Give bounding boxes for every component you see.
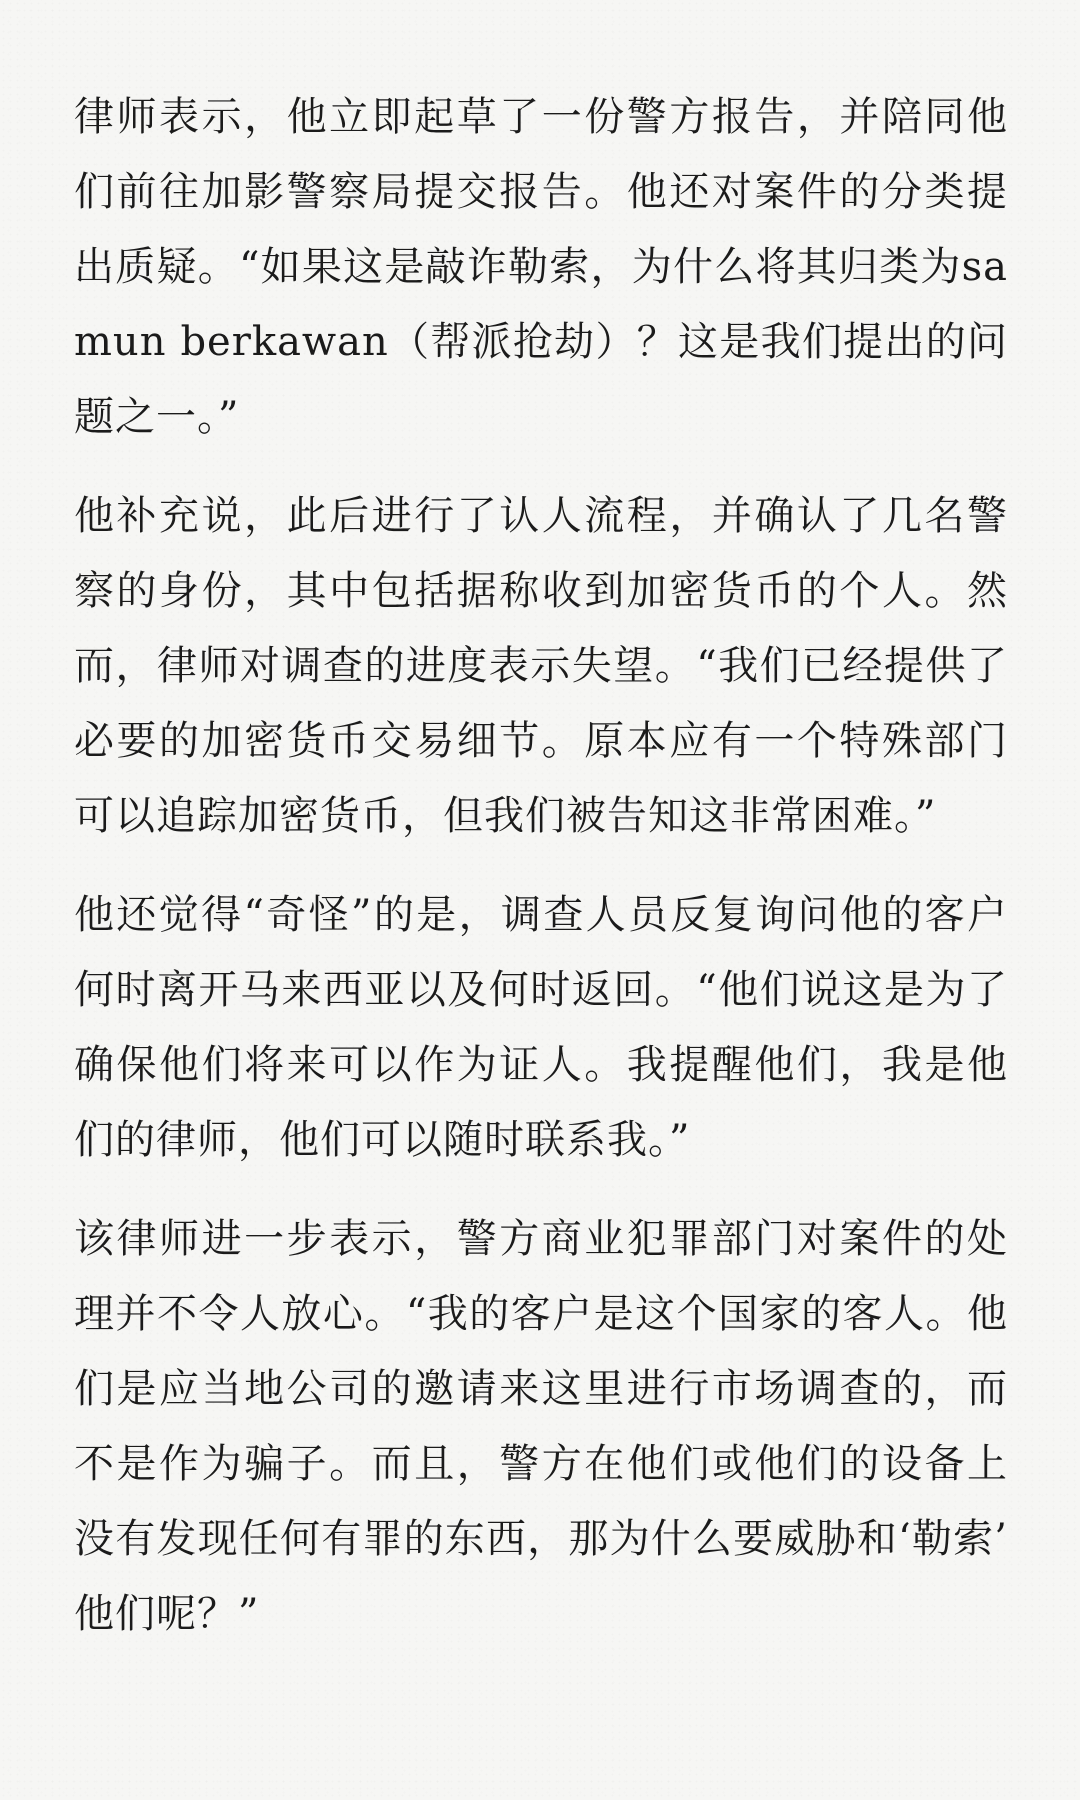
article-paragraph: 他还觉得“奇怪”的是，调查人员反复询问他的客户何时离开马来西亚以及何时返回。“他们说这是为了确保他们将来可以作为证人。我提醒他们，我是他们的律师，他们可以随时联系我。” — [74, 892, 1008, 1163]
article-paragraph: 律师表示，他立即起草了一份警方报告，并陪同他们前往加影警察局提交报告。他还对案件的分类提出质疑。“如果这是敲诈勒索，为什么将其归类为samun berkawan（帮派抢劫）？这是我们提出的问题之一。” — [74, 94, 1008, 440]
article-body — [74, 80, 1008, 1676]
article-paragraph: 该律师进一步表示，警方商业犯罪部门对案件的处理并不令人放心。“我的客户是这个国家的客人。他们是应当地公司的邀请来这里进行市场调查的，而不是作为骗子。而且，警方在他们或他们的设备上没有发现任何有罪的东西，那为什么要威胁和‘勒索’他们呢？” — [74, 1216, 1008, 1637]
article-paragraph: 他补充说，此后进行了认人流程，并确认了几名警察的身份，其中包括据称收到加密货币的个人。然而，律师对调查的进度表示失望。“我们已经提供了必要的加密货币交易细节。原本应有一个特殊部门可以追踪加密货币，但我们被告知这非常困难。” — [74, 493, 1008, 839]
